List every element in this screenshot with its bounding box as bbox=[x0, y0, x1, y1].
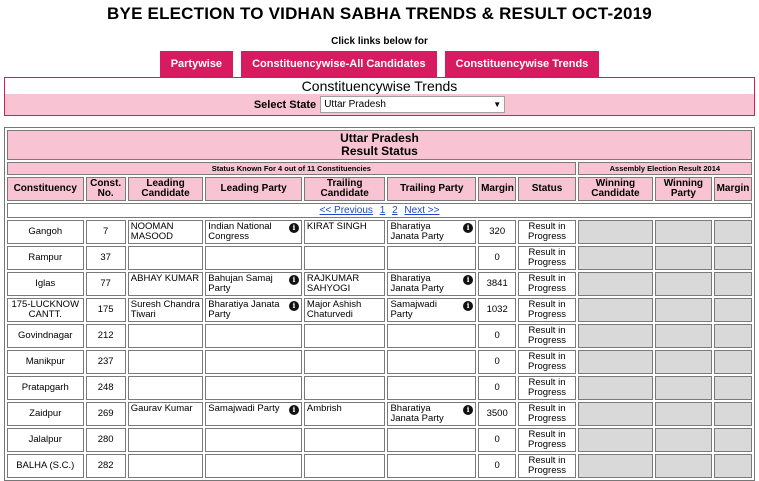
leading-candidate-cell bbox=[128, 428, 204, 452]
trailing-candidate-cell bbox=[304, 376, 386, 400]
status-cell-text: Result in Progress bbox=[527, 273, 566, 294]
leading-party-cell bbox=[205, 376, 302, 400]
margin-cell-text: 0 bbox=[494, 252, 500, 263]
const-no-cell bbox=[86, 220, 126, 244]
status-cell-text: Result in Progress bbox=[527, 351, 566, 372]
const-no-cell bbox=[86, 376, 126, 400]
constituency-cell-text: Zaidpur bbox=[29, 408, 62, 419]
constituency-cell-text: 175-LUCKNOW CANTT. bbox=[11, 299, 80, 320]
table-row bbox=[7, 350, 752, 374]
status-cell bbox=[518, 454, 575, 478]
col-trailing-candidate: Trailing Candidate bbox=[304, 177, 386, 201]
table-row bbox=[7, 376, 752, 400]
info-icon[interactable]: i bbox=[463, 405, 473, 415]
trailing-candidate-cell-text: RAJKUMAR SAHYOGI bbox=[306, 273, 360, 294]
margin-cell bbox=[478, 376, 516, 400]
trailing-party-cell bbox=[387, 272, 476, 296]
status-cell-text: Result in Progress bbox=[527, 299, 566, 320]
margin-cell-text: 0 bbox=[494, 382, 500, 393]
trailing-candidate-cell bbox=[304, 272, 386, 296]
const-no-cell bbox=[86, 298, 126, 322]
col-leading-candidate: Leading Candidate bbox=[128, 177, 204, 201]
trailing-candidate-cell bbox=[304, 350, 386, 374]
constituency-cell bbox=[7, 324, 84, 348]
info-icon[interactable]: i bbox=[289, 301, 299, 311]
trailing-candidate-cell bbox=[304, 220, 386, 244]
col-status: Status bbox=[518, 177, 575, 201]
winning-party-cell bbox=[655, 350, 711, 374]
leading-party-cell bbox=[205, 298, 302, 322]
margin-2014-cell bbox=[714, 272, 752, 296]
const-no-cell bbox=[86, 428, 126, 452]
table-row bbox=[7, 402, 752, 426]
margin-2014-cell bbox=[714, 298, 752, 322]
constituency-cell bbox=[7, 402, 84, 426]
constituency-cell-text: Govindnagar bbox=[18, 330, 73, 341]
constituency-cell bbox=[7, 428, 84, 452]
const-no-cell-text: 280 bbox=[97, 434, 114, 445]
trailing-party-cell bbox=[387, 428, 476, 452]
leading-party-cell-text: Bahujan Samaj Party bbox=[208, 273, 273, 294]
trailing-candidate-cell bbox=[304, 402, 386, 426]
leading-candidate-cell-text: Suresh Chandra Tiwari bbox=[130, 299, 200, 320]
margin-cell bbox=[478, 298, 516, 322]
margin-cell bbox=[478, 402, 516, 426]
status-cell bbox=[518, 272, 575, 296]
leading-candidate-cell-text: ABHAY KUMAR bbox=[130, 273, 200, 284]
table-row bbox=[7, 428, 752, 452]
margin-cell-text: 3500 bbox=[486, 408, 508, 419]
status-cell bbox=[518, 298, 575, 322]
constituency-cell bbox=[7, 454, 84, 478]
trends-panel bbox=[4, 77, 755, 116]
result-status-subtitle: Result Status bbox=[341, 144, 418, 158]
status-cell-text: Result in Progress bbox=[527, 247, 566, 268]
trailing-party-cell bbox=[387, 350, 476, 374]
const-no-cell-text: 175 bbox=[97, 304, 114, 315]
const-no-cell bbox=[86, 350, 126, 374]
trailing-party-cell bbox=[387, 220, 476, 244]
trailing-candidate-cell bbox=[304, 428, 386, 452]
margin-cell bbox=[478, 324, 516, 348]
margin-2014-cell bbox=[714, 350, 752, 374]
col-winning-candidate: Winning Candidate bbox=[578, 177, 654, 201]
trends-title: Constituencywise Trends bbox=[301, 78, 458, 94]
margin-cell-text: 0 bbox=[494, 460, 500, 471]
margin-2014-cell bbox=[714, 324, 752, 348]
trailing-party-cell bbox=[387, 324, 476, 348]
const-no-cell bbox=[86, 454, 126, 478]
leading-candidate-cell bbox=[128, 298, 204, 322]
trailing-party-cell bbox=[387, 246, 476, 270]
constituencywise-trends-link[interactable]: Constituencywise Trends bbox=[445, 51, 600, 77]
click-links-caption: Click links below for bbox=[331, 36, 428, 47]
pagination bbox=[7, 203, 752, 218]
col-constituency: Constituency bbox=[7, 177, 84, 201]
leading-party-cell bbox=[205, 428, 302, 452]
margin-cell bbox=[478, 272, 516, 296]
constituency-cell bbox=[7, 272, 84, 296]
winning-candidate-cell bbox=[578, 272, 654, 296]
leading-candidate-cell bbox=[128, 272, 204, 296]
winning-party-cell bbox=[655, 272, 711, 296]
page-title: BYE ELECTION TO VIDHAN SABHA TRENDS & RESULT OCT-2019 bbox=[107, 4, 652, 23]
col-const-no: Const. No. bbox=[86, 177, 126, 201]
winning-candidate-cell bbox=[578, 324, 654, 348]
constituency-cell bbox=[7, 350, 84, 374]
winning-candidate-cell bbox=[578, 402, 654, 426]
status-cell-text: Result in Progress bbox=[527, 325, 566, 346]
trailing-party-cell bbox=[387, 402, 476, 426]
leading-candidate-cell bbox=[128, 454, 204, 478]
const-no-cell-text: 248 bbox=[97, 382, 114, 393]
leading-candidate-cell bbox=[128, 376, 204, 400]
table-row bbox=[7, 220, 752, 244]
constituency-cell-text: Rampur bbox=[28, 252, 63, 263]
constituency-cell bbox=[7, 298, 84, 322]
constituency-cell-text: Pratapgarh bbox=[21, 382, 69, 393]
status-cell bbox=[518, 246, 575, 270]
leading-party-cell-text: Samajwadi Party bbox=[208, 403, 280, 414]
info-icon[interactable]: i bbox=[463, 275, 473, 285]
trailing-candidate-cell-text: Major Ashish Chaturvedi bbox=[306, 299, 362, 320]
status-cell-text: Result in Progress bbox=[527, 429, 566, 450]
trailing-candidate-cell bbox=[304, 454, 386, 478]
table-row bbox=[7, 454, 752, 478]
col-margin: Margin bbox=[478, 177, 516, 201]
info-icon[interactable]: i bbox=[463, 301, 473, 311]
constituency-cell bbox=[7, 220, 84, 244]
constituency-cell bbox=[7, 376, 84, 400]
page-1-link[interactable]: 1 bbox=[379, 205, 386, 216]
chevron-down-icon: ▼ bbox=[493, 100, 502, 109]
leading-party-cell-text: Indian National Congress bbox=[208, 221, 272, 242]
winning-party-cell bbox=[655, 454, 711, 478]
table-row bbox=[7, 246, 752, 270]
previous-page-link[interactable]: << Previous bbox=[319, 205, 373, 216]
const-no-cell-text: 237 bbox=[97, 356, 114, 367]
margin-2014-cell bbox=[714, 402, 752, 426]
status-cell bbox=[518, 324, 575, 348]
trailing-party-cell bbox=[387, 454, 476, 478]
constituency-cell-text: Jalalpur bbox=[28, 434, 62, 445]
status-cell-text: Result in Progress bbox=[527, 403, 566, 424]
trailing-candidate-cell bbox=[304, 324, 386, 348]
leading-party-cell bbox=[205, 272, 302, 296]
col-margin-2014: Margin bbox=[714, 177, 752, 201]
const-no-cell bbox=[86, 272, 126, 296]
results-section bbox=[4, 127, 755, 481]
margin-cell-text: 320 bbox=[489, 226, 506, 237]
margin-cell-text: 0 bbox=[494, 330, 500, 341]
results-rows bbox=[7, 220, 752, 478]
trailing-candidate-cell bbox=[304, 298, 386, 322]
assembly-2014-banner: Assembly Election Result 2014 bbox=[578, 162, 752, 175]
info-icon[interactable]: i bbox=[289, 223, 299, 233]
leading-candidate-cell bbox=[128, 402, 204, 426]
table-row bbox=[7, 298, 752, 322]
constituency-cell-text: Iglas bbox=[35, 278, 56, 289]
next-page-link[interactable]: Next >> bbox=[404, 205, 440, 216]
status-cell bbox=[518, 350, 575, 374]
winning-party-cell bbox=[655, 324, 711, 348]
status-cell bbox=[518, 402, 575, 426]
const-no-cell-text: 269 bbox=[97, 408, 114, 419]
constituency-cell-text: BALHA (S.C.) bbox=[16, 460, 75, 471]
margin-cell-text: 0 bbox=[494, 356, 500, 367]
status-cell-text: Result in Progress bbox=[527, 377, 566, 398]
leading-party-cell bbox=[205, 246, 302, 270]
const-no-cell-text: 37 bbox=[100, 252, 111, 263]
const-no-cell bbox=[86, 402, 126, 426]
leading-candidate-cell bbox=[128, 324, 204, 348]
winning-candidate-cell bbox=[578, 454, 654, 478]
trailing-candidate-cell bbox=[304, 246, 386, 270]
partywise-link[interactable]: Partywise bbox=[160, 51, 233, 77]
winning-candidate-cell bbox=[578, 350, 654, 374]
margin-2014-cell bbox=[714, 454, 752, 478]
winning-party-cell bbox=[655, 298, 711, 322]
status-cell-text: Result in Progress bbox=[527, 221, 566, 242]
trailing-candidate-cell-text: Ambrish bbox=[306, 403, 342, 414]
status-cell bbox=[518, 376, 575, 400]
leading-party-cell bbox=[205, 402, 302, 426]
leading-candidate-cell bbox=[128, 220, 204, 244]
info-icon[interactable]: i bbox=[289, 405, 299, 415]
col-trailing-party: Trailing Party bbox=[387, 177, 476, 201]
margin-cell bbox=[478, 350, 516, 374]
winning-candidate-cell bbox=[578, 428, 654, 452]
leading-candidate-cell bbox=[128, 246, 204, 270]
margin-cell-text: 0 bbox=[494, 434, 500, 445]
const-no-cell-text: 7 bbox=[103, 226, 109, 237]
margin-cell bbox=[478, 220, 516, 244]
constituency-cell-text: Gangoh bbox=[28, 226, 63, 237]
const-no-cell-text: 212 bbox=[97, 330, 114, 341]
leading-candidate-cell bbox=[128, 350, 204, 374]
constituency-cell-text: Manikpur bbox=[25, 356, 65, 367]
page-2-link[interactable]: 2 bbox=[392, 205, 398, 216]
trailing-party-cell bbox=[387, 376, 476, 400]
select-state-row bbox=[5, 94, 754, 115]
leading-party-cell bbox=[205, 220, 302, 244]
trailing-party-cell bbox=[387, 298, 476, 322]
winning-party-cell bbox=[655, 428, 711, 452]
margin-cell bbox=[478, 246, 516, 270]
margin-cell-text: 1032 bbox=[486, 304, 508, 315]
leading-candidate-cell-text: Gaurav Kumar bbox=[130, 403, 193, 414]
leading-candidate-cell-text: NOOMAN MASOOD bbox=[130, 221, 174, 242]
col-leading-party: Leading Party bbox=[205, 177, 302, 201]
status-cell bbox=[518, 220, 575, 244]
margin-cell bbox=[478, 428, 516, 452]
trailing-party-cell-text: Bharatiya Janata Party bbox=[390, 221, 444, 242]
leading-party-cell bbox=[205, 350, 302, 374]
leading-party-cell-text: Bharatiya Janata Party bbox=[208, 299, 280, 320]
state-select[interactable] bbox=[320, 96, 505, 113]
select-state-label: Select State bbox=[253, 98, 317, 111]
const-no-cell bbox=[86, 324, 126, 348]
info-icon[interactable]: i bbox=[463, 223, 473, 233]
const-no-cell-text: 282 bbox=[97, 460, 114, 471]
const-no-cell bbox=[86, 246, 126, 270]
winning-party-cell bbox=[655, 376, 711, 400]
trailing-party-cell-text: Bharatiya Janata Party bbox=[390, 403, 444, 424]
margin-2014-cell bbox=[714, 428, 752, 452]
const-no-cell-text: 77 bbox=[100, 278, 111, 289]
winning-candidate-cell bbox=[578, 246, 654, 270]
trailing-party-cell-text: Samajwadi Party bbox=[390, 299, 437, 320]
state-name: Uttar Pradesh bbox=[340, 131, 419, 145]
winning-candidate-cell bbox=[578, 376, 654, 400]
results-table bbox=[4, 127, 755, 481]
status-known-banner: Status Known For 4 out of 11 Constituencies bbox=[7, 162, 576, 175]
winning-party-cell bbox=[655, 220, 711, 244]
leading-party-cell bbox=[205, 324, 302, 348]
winning-candidate-cell bbox=[578, 220, 654, 244]
state-heading bbox=[7, 130, 752, 160]
table-row bbox=[7, 272, 752, 296]
margin-cell bbox=[478, 454, 516, 478]
nav-bar bbox=[0, 51, 759, 77]
constituencywise-all-candidates-link[interactable]: Constituencywise-All Candidates bbox=[241, 51, 437, 77]
leading-party-cell bbox=[205, 454, 302, 478]
constituency-cell bbox=[7, 246, 84, 270]
winning-party-cell bbox=[655, 402, 711, 426]
margin-cell-text: 3841 bbox=[486, 278, 508, 289]
trailing-party-cell-text: Bharatiya Janata Party bbox=[390, 273, 444, 294]
selected-state-value: Uttar Pradesh bbox=[324, 99, 386, 110]
table-row bbox=[7, 324, 752, 348]
trailing-candidate-cell-text: KIRAT SINGH bbox=[306, 221, 367, 232]
info-icon[interactable]: i bbox=[289, 275, 299, 285]
status-cell bbox=[518, 428, 575, 452]
margin-2014-cell bbox=[714, 220, 752, 244]
margin-2014-cell bbox=[714, 246, 752, 270]
winning-candidate-cell bbox=[578, 298, 654, 322]
winning-party-cell bbox=[655, 246, 711, 270]
margin-2014-cell bbox=[714, 376, 752, 400]
col-winning-party: Winning Party bbox=[655, 177, 711, 201]
status-cell-text: Result in Progress bbox=[527, 455, 566, 476]
